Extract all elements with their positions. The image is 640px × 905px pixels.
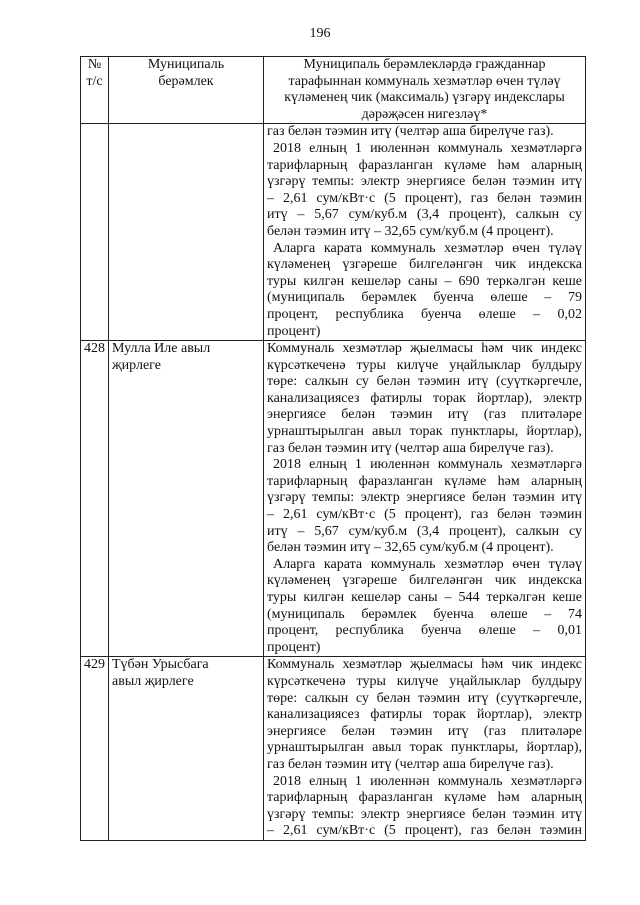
justification-line: белән тәэмин итү – 32,65 сум/куб.м (4 процент). — [267, 223, 554, 239]
justification-line: тарифларның фаразланган күләме һәм аларның — [267, 157, 582, 173]
justification-line: Аларга карата коммуналь хезмәтләр өчен түләү — [273, 240, 582, 256]
header-justification-column — [264, 57, 586, 124]
header-line: берәмлек — [158, 73, 214, 89]
justification-line: төре: салкын су белән тәэмин итү (суүткәргечле, — [267, 374, 582, 390]
justification-line: белән тәэмин итү – 32,65 сум/куб.м (4 процент). — [267, 540, 554, 556]
table-row — [81, 124, 586, 341]
justification-line: күрсәткеченә туры килүче уңайлыклар булдыру — [267, 673, 582, 689]
header-line: Муниципаль берәмлекләрдә гражданнар — [303, 57, 546, 72]
justification-line: туры килгән кешеләр саны – 690 теркәлгән кеше — [267, 273, 582, 289]
justification-line: газ белән тәэмин итү (челтәр аша бирелүче газ). — [267, 756, 554, 772]
row-number: 428 — [81, 341, 109, 657]
table-header-row — [81, 57, 586, 124]
justification-line: күләменең үзгәреше билгеләнгән чик индекска — [267, 257, 582, 273]
justification-line: газ белән тәэмин итү (челтәр аша бирелүче газ). — [267, 124, 554, 140]
row-municipality — [109, 657, 264, 841]
header-line: Муниципаль — [147, 57, 225, 72]
justification-line: тарифларның фаразланган күләме һәм аларның — [267, 473, 582, 489]
justification-line: 2018 елның 1 июленнән коммуналь хезмәтләргә — [273, 457, 582, 473]
justification-line: канализациясез фатирлы торак йортлар), электр — [267, 390, 582, 406]
justification-line: 2018 елның 1 июленнән коммуналь хезмәтләргә — [273, 140, 582, 156]
header-line: күләменең чик (максималь) үзгәрү индекслары — [284, 90, 565, 106]
row-justification — [264, 341, 586, 657]
header-line: т/с — [86, 73, 103, 89]
justification-line: төре: салкын су белән тәэмин итү (суүткәргечле, — [267, 690, 582, 706]
justification-line: урнаштырылган авыл торак пунктлары, йортлар), — [267, 424, 582, 440]
municipality-name-line: авыл җирлеге — [112, 673, 194, 689]
header-line: тарафыннан коммуналь хезмәтләр өчен түләү — [288, 73, 561, 89]
header-municipality-column — [109, 57, 264, 124]
municipality-name-line: Мулла Иле авыл — [112, 341, 211, 357]
row-number: 429 — [81, 657, 109, 841]
justification-line: итү – 5,67 сум/куб.м (3,4 процент), салкын су — [267, 523, 582, 539]
justification-line: – 2,61 сум/кВт·с (5 процент), газ белән тәэмин — [267, 823, 582, 839]
justification-line: газ белән тәэмин итү (челтәр аша бирелүче газ). — [267, 440, 554, 456]
row-municipality — [109, 124, 264, 341]
header-line: № — [87, 57, 102, 72]
table-row — [81, 341, 586, 657]
justification-line: процент) — [267, 323, 321, 339]
justification-line: үзгәрү темпы: электр энергиясе белән тәэмин итү — [267, 806, 582, 822]
justification-line: Аларга карата коммуналь хезмәтләр өчен түләү — [273, 556, 582, 572]
justification-line: тарифларның фаразланган күләме һәм аларның — [267, 790, 582, 806]
justification-line: процент) — [267, 639, 321, 655]
row-justification — [264, 124, 586, 341]
justification-line: – 2,61 сум/кВт·с (5 процент), газ белән тәэмин — [267, 190, 582, 206]
justification-line: энергиясе белән тәэмин итү (газ плитәләре — [267, 723, 582, 739]
justification-line: туры килгән кешеләр саны – 544 теркәлгән кеше — [267, 590, 582, 605]
justification-line: 2018 елның 1 июленнән коммуналь хезмәтләргә — [273, 773, 582, 789]
table-row — [81, 657, 586, 841]
justification-line: процент, республика буенча өлеше – 0,02 — [267, 306, 582, 322]
justification-line: үзгәрү темпы: электр энергиясе белән тәэмин итү — [267, 174, 582, 190]
municipality-name-line: җирлеге — [112, 357, 161, 373]
table-body — [81, 124, 586, 841]
indices-table — [80, 56, 586, 841]
justification-line: үзгәрү темпы: электр энергиясе белән тәэмин итү — [267, 490, 582, 506]
justification-line: күләменең үзгәреше билгеләнгән чик индекска — [267, 573, 582, 589]
justification-line: урнаштырылган авыл торак пунктлары, йортлар), — [267, 740, 582, 756]
justification-line: канализациясез фатирлы торак йортлар), электр — [267, 707, 582, 723]
justification-line: процент, республика буенча өлеше – 0,01 — [267, 623, 582, 639]
justification-line: итү – 5,67 сум/куб.м (3,4 процент), салкын су — [267, 207, 582, 223]
row-municipality — [109, 341, 264, 657]
justification-line: – 2,61 сум/кВт·с (5 процент), газ белән тәэмин — [267, 507, 582, 523]
justification-line: Коммуналь хезмәтләр җыелмасы һәм чик индекс — [267, 657, 582, 673]
justification-line: күрсәткеченә туры килүче уңайлыклар булдыру — [267, 357, 582, 373]
municipality-name-line: Түбән Урысбага — [112, 657, 209, 673]
justification-line: энергиясе белән тәэмин итү (газ плитәләре — [267, 407, 582, 423]
row-number — [81, 124, 109, 341]
header-number-column — [81, 57, 109, 124]
page-number: 196 — [309, 26, 331, 41]
header-line: дәрәҗәсен нигезләү* — [361, 106, 488, 122]
justification-line: (муниципаль берәмлек буенча өлеше – 79 — [267, 290, 582, 306]
justification-line: (муниципаль берәмлек буенча өлеше – 74 — [267, 606, 582, 622]
justification-line: Коммуналь хезмәтләр җыелмасы һәм чик индекс — [267, 341, 582, 357]
row-justification — [264, 657, 586, 841]
